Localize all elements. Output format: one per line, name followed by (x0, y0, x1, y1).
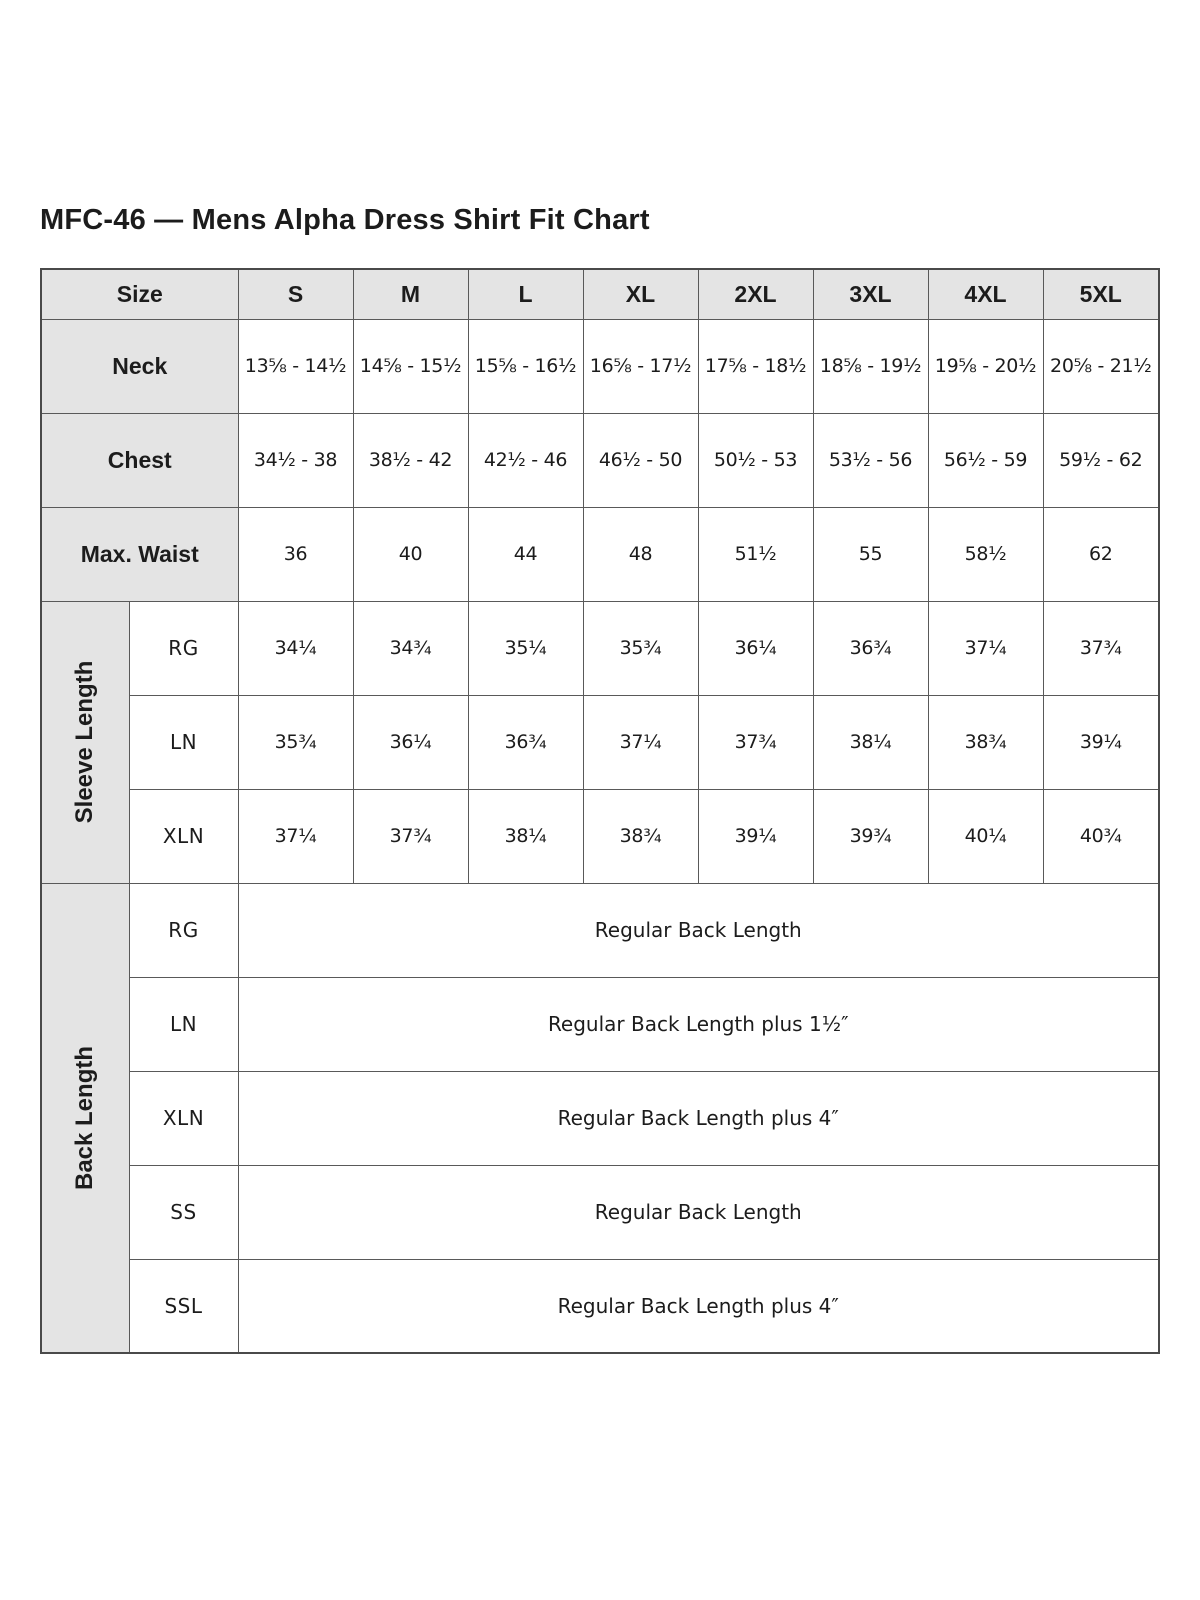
sleeve-xln-value-2xl: 39¼ (698, 789, 813, 883)
sleeve-length-label: Sleeve Length (71, 660, 99, 824)
sleeve-xln-value-m: 37¾ (353, 789, 468, 883)
max-waist-value-2xl: 51½ (698, 507, 813, 601)
neck-value-4xl: 19⅝ - 20½ (928, 319, 1043, 413)
max-waist-value-l: 44 (468, 507, 583, 601)
column-header-4xl: 4XL (928, 269, 1043, 319)
back-rg-row (41, 883, 1159, 977)
max-waist-value-s: 36 (238, 507, 353, 601)
sleeve-ln-value-m: 36¼ (353, 695, 468, 789)
neck-row (41, 319, 1159, 413)
sleeve-rg-value-2xl: 36¼ (698, 601, 813, 695)
group-label-back-length (41, 883, 129, 1353)
chest-value-xl: 46½ - 50 (583, 413, 698, 507)
sub-label-sleeve-xln: XLN (129, 789, 238, 883)
back-rg-text: Regular Back Length (238, 883, 1159, 977)
back-ssl-row (41, 1259, 1159, 1353)
sleeve-ln-value-l: 36¾ (468, 695, 583, 789)
sleeve-ln-value-4xl: 38¾ (928, 695, 1043, 789)
column-header-3xl: 3XL (813, 269, 928, 319)
back-length-label: Back Length (71, 1045, 99, 1190)
sleeve-ln-value-3xl: 38¼ (813, 695, 928, 789)
sleeve-ln-value-5xl: 39¼ (1043, 695, 1159, 789)
back-xln-text: Regular Back Length plus 4″ (238, 1071, 1159, 1165)
neck-value-3xl: 18⅝ - 19½ (813, 319, 928, 413)
chest-value-3xl: 53½ - 56 (813, 413, 928, 507)
sub-label-back-ss: SS (129, 1165, 238, 1259)
sleeve-xln-value-l: 38¼ (468, 789, 583, 883)
sleeve-ln-row (41, 695, 1159, 789)
neck-value-xl: 16⅝ - 17½ (583, 319, 698, 413)
sub-label-back-ssl: SSL (129, 1259, 238, 1353)
row-label-chest: Chest (41, 413, 238, 507)
sleeve-rg-value-l: 35¼ (468, 601, 583, 695)
back-ln-text: Regular Back Length plus 1½″ (238, 977, 1159, 1071)
sleeve-ln-value-2xl: 37¾ (698, 695, 813, 789)
back-ln-row (41, 977, 1159, 1071)
max-waist-value-m: 40 (353, 507, 468, 601)
sub-label-back-xln: XLN (129, 1071, 238, 1165)
back-xln-row (41, 1071, 1159, 1165)
group-label-sleeve-length (41, 601, 129, 883)
sleeve-ln-value-s: 35¾ (238, 695, 353, 789)
back-ssl-text: Regular Back Length plus 4″ (238, 1259, 1159, 1353)
sleeve-xln-row (41, 789, 1159, 883)
max-waist-value-3xl: 55 (813, 507, 928, 601)
max-waist-value-xl: 48 (583, 507, 698, 601)
sleeve-xln-value-xl: 38¾ (583, 789, 698, 883)
chest-row (41, 413, 1159, 507)
back-ss-row (41, 1165, 1159, 1259)
column-header-size: Size (41, 269, 238, 319)
row-label-neck: Neck (41, 319, 238, 413)
neck-value-s: 13⅝ - 14½ (238, 319, 353, 413)
sleeve-xln-value-3xl: 39¾ (813, 789, 928, 883)
neck-value-2xl: 17⅝ - 18½ (698, 319, 813, 413)
sleeve-xln-value-s: 37¼ (238, 789, 353, 883)
sleeve-rg-row (41, 601, 1159, 695)
page-title: MFC-46 — Mens Alpha Dress Shirt Fit Chart (40, 204, 650, 236)
neck-value-5xl: 20⅝ - 21½ (1043, 319, 1159, 413)
neck-value-m: 14⅝ - 15½ (353, 319, 468, 413)
sleeve-rg-value-4xl: 37¼ (928, 601, 1043, 695)
chest-value-m: 38½ - 42 (353, 413, 468, 507)
chest-value-s: 34½ - 38 (238, 413, 353, 507)
sleeve-xln-value-4xl: 40¼ (928, 789, 1043, 883)
sub-label-sleeve-ln: LN (129, 695, 238, 789)
sleeve-rg-value-m: 34¾ (353, 601, 468, 695)
column-header-5xl: 5XL (1043, 269, 1159, 319)
sub-label-back-ln: LN (129, 977, 238, 1071)
back-ss-text: Regular Back Length (238, 1165, 1159, 1259)
max-waist-value-5xl: 62 (1043, 507, 1159, 601)
sleeve-rg-value-s: 34¼ (238, 601, 353, 695)
sleeve-xln-value-5xl: 40¾ (1043, 789, 1159, 883)
column-header-xl: XL (583, 269, 698, 319)
sleeve-rg-value-3xl: 36¾ (813, 601, 928, 695)
max-waist-value-4xl: 58½ (928, 507, 1043, 601)
fit-chart-table (40, 268, 1160, 1354)
column-header-m: M (353, 269, 468, 319)
sleeve-ln-value-xl: 37¼ (583, 695, 698, 789)
chest-value-4xl: 56½ - 59 (928, 413, 1043, 507)
sub-label-back-rg: RG (129, 883, 238, 977)
row-label-max-waist: Max. Waist (41, 507, 238, 601)
column-header-s: S (238, 269, 353, 319)
neck-value-l: 15⅝ - 16½ (468, 319, 583, 413)
column-header-l: L (468, 269, 583, 319)
chest-value-2xl: 50½ - 53 (698, 413, 813, 507)
sleeve-rg-value-5xl: 37¾ (1043, 601, 1159, 695)
chest-value-l: 42½ - 46 (468, 413, 583, 507)
sub-label-sleeve-rg: RG (129, 601, 238, 695)
sleeve-rg-value-xl: 35¾ (583, 601, 698, 695)
max-waist-row (41, 507, 1159, 601)
column-header-2xl: 2XL (698, 269, 813, 319)
chest-value-5xl: 59½ - 62 (1043, 413, 1159, 507)
header-row (41, 269, 1159, 319)
